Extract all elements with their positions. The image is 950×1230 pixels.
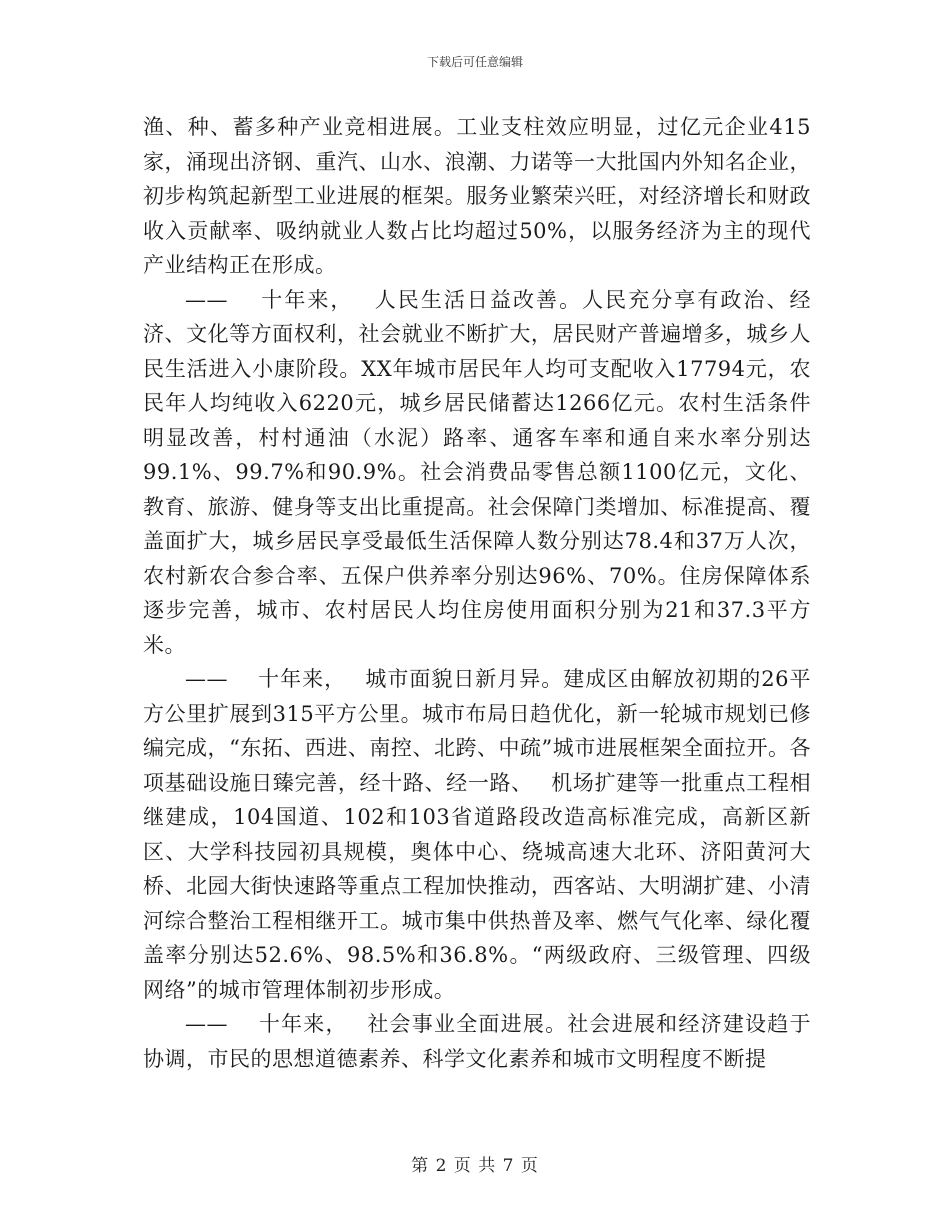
paragraph-city-appearance: —— 十年来， 城市面貌日新月异。建成区由解放初期的26平方公里扩展到315平方公里。城市布局日趋优化，新一轮城市规划已修编完成，“东拓、西进、南控、北跨、中疏”城市进展框架全面拉开。各项基础设施日臻完善，经十路、经一路、 机场扩建等一批重点工程相继建成，104国道、102和103省道路段改造高标准完成，高新区新区、大学科技园初具规模，奥体中心、绕城高速大北环、济阳黄河大桥、北园大街快速路等重点工程加快推动，西客站、大明湖扩建、小清河综合整治工程相继开工。城市集中供热普及率、燃气气化率、绿化覆盖率分别达52.6%、98.5%和36.8%。“两级政府、三级管理、四级网络”的城市管理体制初步形成。 [143, 667, 811, 1002]
paragraph-social-affairs: —— 十年来， 社会事业全面进展。社会进展和经济建设趋于协调，市民的思想道德素养、科学文化素养和城市文明程度不断提 [143, 1012, 811, 1071]
paragraph-industry: 渔、种、蓄多种产业竞相进展。工业支柱效应明显，过亿元企业415家，涌现出济钢、重汽、山水、浪潮、力诺等一大批国内外知名企业，初步构筑起新型工业进展的框架。服务业繁荣兴旺，对经济增长和财政收入贡献率、吸纳就业人数占比均超过50%，以服务经济为主的现代产业结构正在形成。 [143, 115, 811, 277]
document-body [143, 110, 811, 1076]
paragraph-people-life: —— 十年来， 人民生活日益改善。人民充分享有政治、经济、文化等方面权利，社会就业不断扩大，居民财产普遍增多，城乡人民生活进入小康阶段。XX年城市居民年人均可支配收入17794元，农民年人均纯收入6220元，城乡居民储蓄达1266亿元。农村生活条件明显改善，村村通油（水泥）路率、通客车率和通自来水率分别达99.1%、99.7%和90.9%。社会消费品零售总额1100亿元，文化、教育、旅游、健身等支出比重提高。社会保障门类增加、标准提高、覆盖面扩大，城乡居民享受最低生活保障人数分别达78.4和37万人次，农村新农合参合率、五保户供养率分别达96%、70%。住房保障体系逐步完善，城市、农村居民人均住房使用面积分别为21和37.3平方米。 [143, 287, 811, 657]
page-number-footer: 第 2 页 共 7 页 [411, 1156, 539, 1176]
page-header-note: 下载后可任意编辑 [426, 55, 523, 69]
